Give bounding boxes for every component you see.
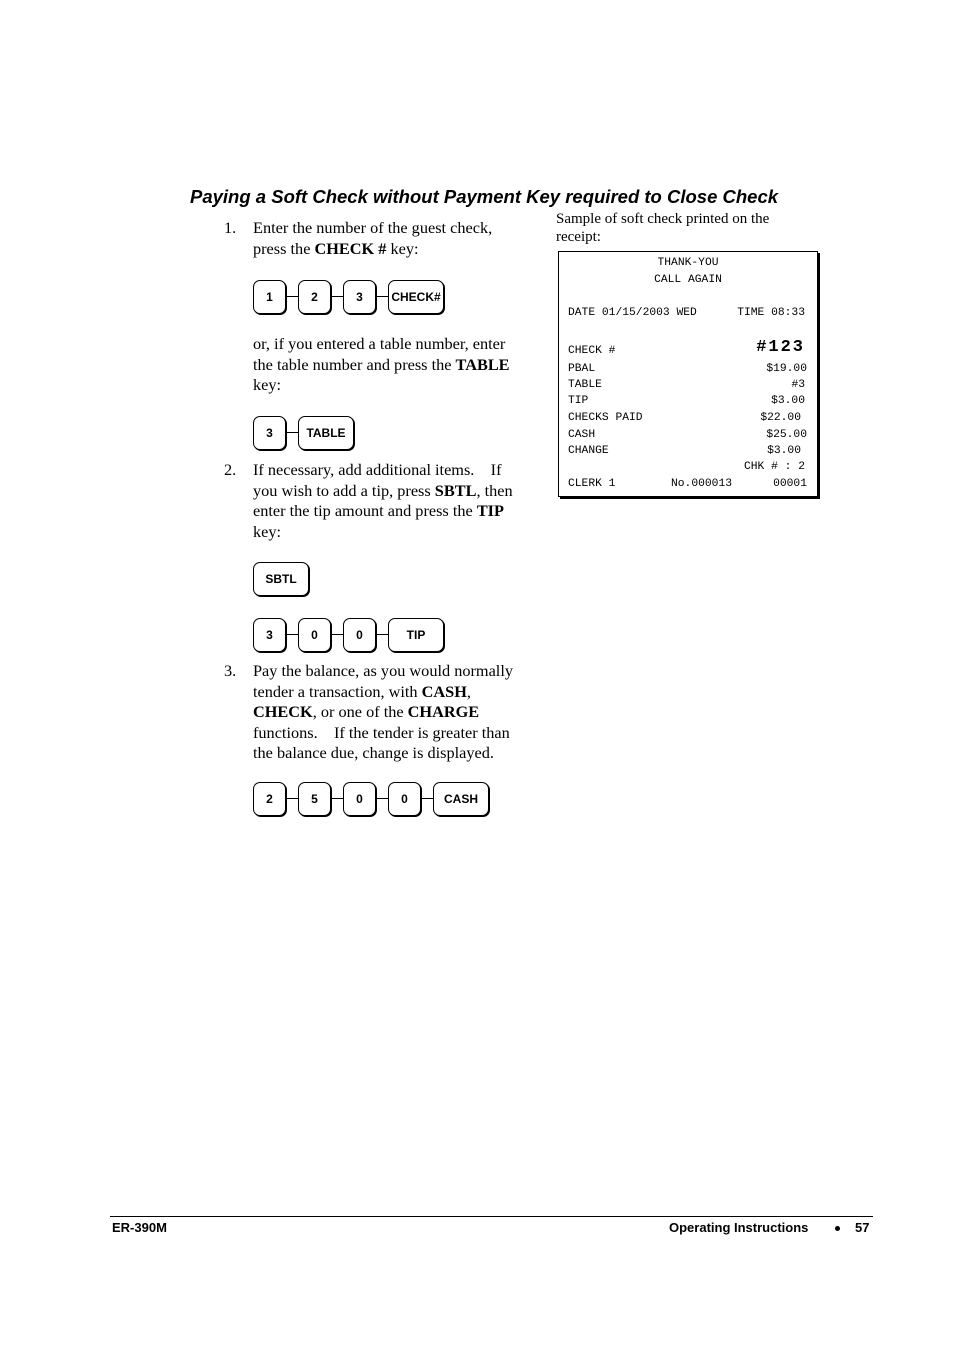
key-2[interactable]: 2 [298,280,331,314]
connector [377,798,388,799]
receipt-row-value: $3.00 [771,395,805,407]
connector [332,798,343,799]
connector [422,798,433,799]
connector [287,634,298,635]
receipt-header-2: CALL AGAIN [654,274,722,286]
text-line: key: [253,375,282,395]
connector [287,296,298,297]
step-line: key: [253,521,282,541]
sbtl-key[interactable]: SBTL [253,562,309,596]
step-line: Enter the number of the guest check, [253,218,493,237]
tip-key[interactable]: TIP [388,618,444,652]
connector [287,432,298,433]
receipt-row-label: TIP [568,395,589,407]
receipt-row-label: CHANGE [568,445,609,457]
key-0[interactable]: 0 [388,782,421,816]
text-line: the table number and press the TABLE [253,354,510,374]
key-5[interactable]: 5 [298,782,331,816]
step-line: Pay the balance, as you would normally [253,661,513,680]
step-1-text [253,218,543,259]
tip-key-sequence [253,618,453,652]
step-line: you wish to add a tip, press SBTL, then [253,480,513,500]
bullet-icon [835,1226,840,1231]
receipt-row-value: $19.00 [766,363,807,375]
check-key[interactable]: CHECK# [388,280,444,314]
step-number: 3. [224,661,237,680]
connector [332,634,343,635]
key-3[interactable]: 3 [253,618,286,652]
receipt-sample [558,251,818,497]
key-1[interactable]: 1 [253,280,286,314]
step-line: the balance due, change is displayed. [253,743,494,763]
table-key[interactable]: TABLE [298,416,354,450]
connector [377,296,388,297]
receipt-chk: CHK # : 2 [743,461,805,473]
receipt-clerk: CLERK 1 [568,478,616,490]
footer-page-number: 57 [855,1220,870,1235]
step-line: CHECK, or one of the CHARGE [253,702,480,722]
step-line: If necessary, add additional items. If [253,460,502,479]
receipt-time: TIME 08:33 [737,307,805,319]
step-number: 2. [224,460,237,479]
connector [332,296,343,297]
key-3[interactable]: 3 [253,416,286,450]
receipt-row-label: CHECKS PAID [568,412,643,424]
receipt-header-1: THANK-YOU [657,257,719,269]
step-3-text [253,661,548,764]
step-line: enter the tip amount and press the TIP [253,501,504,521]
table-key-sequence [253,416,363,450]
text-line: or, if you entered a table number, enter [253,334,506,353]
cash-key-sequence [253,782,498,816]
receipt-consecutive: 00001 [773,478,807,490]
receipt-row-value: #3 [791,379,805,391]
receipt-check-label: CHECK # [568,345,616,357]
connector [377,634,388,635]
receipt-caption: Sample of soft check printed on the receipt: [556,211,770,245]
or-table-text [253,334,543,396]
key-0[interactable]: 0 [343,782,376,816]
receipt-row-label: TABLE [568,379,602,391]
step-number: 1. [224,218,237,237]
receipt-row-value: $22.00 [760,412,801,424]
receipt-row-label: PBAL [568,363,596,375]
sbtl-key-sequence [253,562,313,596]
receipt-row-value: $25.00 [766,429,807,441]
key-2[interactable]: 2 [253,782,286,816]
section-title: Paying a Soft Check without Payment Key required to Close Check [190,186,779,207]
step-line: press the CHECK # key: [253,238,419,258]
receipt-check-value: #123 [756,338,805,357]
footer-model: ER-390M [112,1220,167,1235]
footer-section: Operating Instructions [669,1220,809,1235]
step-2-text [253,460,548,542]
step-line: tender a transaction, with CASH, [253,681,471,701]
key-0[interactable]: 0 [343,618,376,652]
connector [287,798,298,799]
receipt-date: DATE 01/15/2003 WED [568,307,697,319]
receipt-row-value: $3.00 [767,445,801,457]
cash-key[interactable]: CASH [433,782,489,816]
footer-rule [110,1216,873,1217]
receipt-number: No.000013 [671,478,733,490]
key-0[interactable]: 0 [298,618,331,652]
step-line: functions. If the tender is greater than [253,722,510,742]
key-3[interactable]: 3 [343,280,376,314]
check-key-sequence [253,280,453,314]
receipt-row-label: CASH [568,429,596,441]
